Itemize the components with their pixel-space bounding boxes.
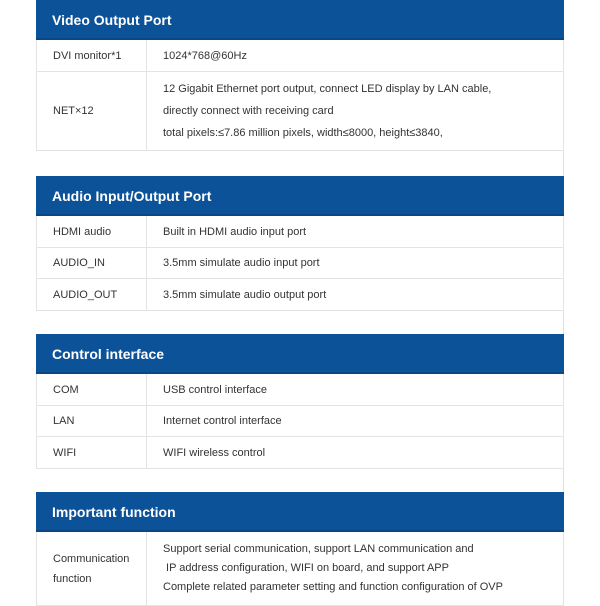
spec-row <box>36 437 564 469</box>
spec-value-line: WIFI wireless control <box>163 446 266 459</box>
spec-row <box>36 532 564 606</box>
spec-value <box>147 532 563 605</box>
spec-value-line: IP address configuration, WIFI on board, and support APP <box>163 562 449 574</box>
spec-value <box>147 72 563 150</box>
spec-row <box>36 374 564 406</box>
spec-label <box>37 532 147 605</box>
spec-row <box>36 216 564 248</box>
spec-row <box>36 72 564 151</box>
spec-row <box>36 279 564 311</box>
spec-label: COM <box>37 374 147 405</box>
spec-value-line: total pixels:≤7.86 million pixels, width≤8000, height≤3840, <box>163 127 443 139</box>
spec-value <box>147 374 563 405</box>
section-video-output <box>36 0 564 151</box>
spec-value-line: directly connect with receiving card <box>163 105 334 117</box>
spec-value-line: 3.5mm simulate audio output port <box>163 288 327 301</box>
spec-label-line: function <box>53 572 92 585</box>
spec-value-line: 12 Gigabit Ethernet port output, connect LED display by LAN cable, <box>163 83 492 95</box>
spec-value <box>147 248 563 278</box>
spec-value <box>147 406 563 436</box>
section-title: Video Output Port <box>36 0 564 40</box>
spec-value-line: Built in HDMI audio input port <box>163 225 307 238</box>
spec-label: WIFI <box>37 437 147 468</box>
section-audio-io <box>36 176 564 311</box>
spec-value-line: USB control interface <box>163 383 267 396</box>
spec-value <box>147 40 563 71</box>
spec-value-line: 3.5mm simulate audio input port <box>163 257 320 269</box>
spec-label: NET×12 <box>37 72 147 150</box>
spec-row <box>36 40 564 72</box>
spec-row <box>36 406 564 437</box>
spec-value <box>147 437 563 468</box>
spec-value-line: Internet control interface <box>163 415 282 427</box>
section-title: Audio Input/Output Port <box>36 176 564 216</box>
section-important-function <box>36 492 564 606</box>
section-title: Control interface <box>36 334 564 374</box>
section-control-interface <box>36 334 564 469</box>
section-title: Important function <box>36 492 564 532</box>
spec-label: AUDIO_IN <box>37 248 147 278</box>
spec-label: DVI monitor*1 <box>37 40 147 71</box>
spec-value <box>147 279 563 310</box>
spec-value-line: 1024*768@60Hz <box>163 49 247 62</box>
spec-value-line: Complete related parameter setting and function configuration of OVP <box>163 581 503 593</box>
spec-row <box>36 248 564 279</box>
spec-label: LAN <box>37 406 147 436</box>
spec-label-line: Communication <box>53 552 130 565</box>
spec-label: AUDIO_OUT <box>37 279 147 310</box>
spec-value-line: Support serial communication, support LAN communication and <box>163 543 474 555</box>
spec-value <box>147 216 563 247</box>
spec-label: HDMI audio <box>37 216 147 247</box>
